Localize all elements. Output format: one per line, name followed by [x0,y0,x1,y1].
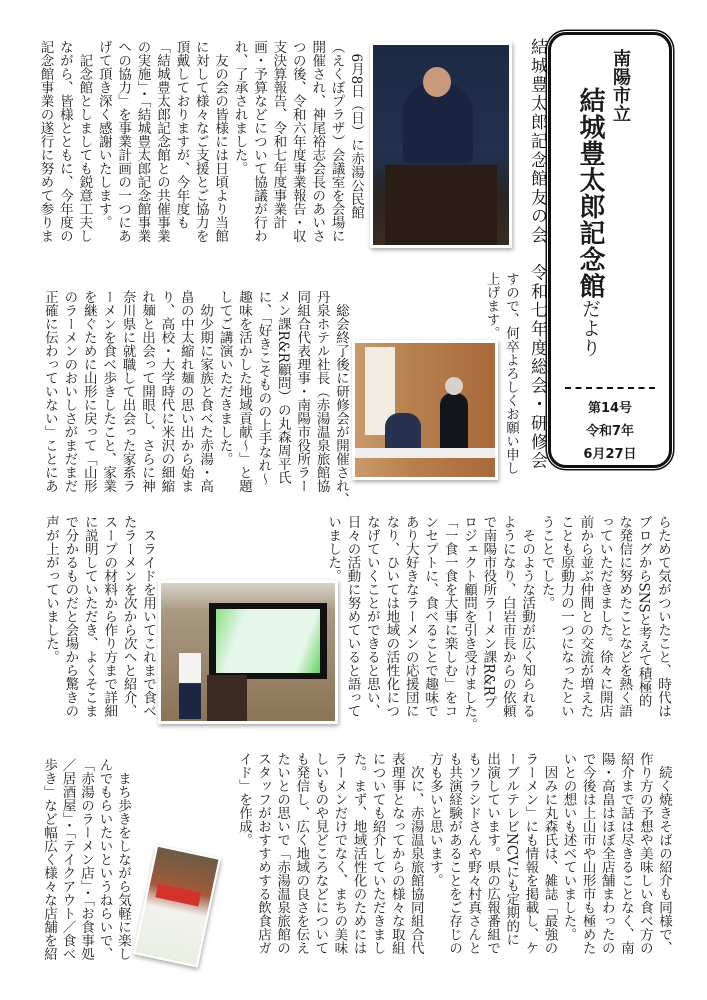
text-column: 頂戴しておりますが、今年度も [173,40,190,229]
article-text-block-b [481,272,520,475]
masthead-title [575,87,605,358]
text-column: （えくぼプラザ）会議室を会場に [328,40,345,243]
text-column: っていただきました。徐々に開店 [596,515,613,718]
text-column: ーブルテレビNCVにも定期的に [503,752,520,946]
text-column: れ、了承されました。 [231,40,248,175]
text-column: 声が上がっていました。 [42,515,59,664]
text-column: 友の会の皆様には日頃より当館 [212,40,229,243]
article-text-block-f [234,752,673,955]
text-column: 6月8日（日）に赤湯公民館 [348,40,364,220]
text-column: に、「好きこそものの上手なれ～ [255,290,272,486]
text-column: ／居酒屋」・「テイクアウト／食べ [59,758,76,961]
masthead-suffix: だより [579,299,601,358]
text-column: 幼少期に家族と食べた赤湯・高 [197,290,214,493]
text-column: の実施」・「結城豊太郎記念館事業 [134,40,151,243]
text-column: 記念館事業の遂行に努めて参りま [37,40,54,243]
text-column: 「一食一食を大事に楽しむ」をコ [441,515,458,718]
masthead-box [548,32,672,468]
text-column: ラーメンだけでなく、まちの美味 [331,752,348,955]
text-column: スライドを用いてこれまで食べ [140,515,156,718]
text-column: で今後は上山市や山形市も極めた [579,752,596,955]
text-column: 開催され、神尾裕志会長のあいさ [309,40,326,243]
text-column: 表理事となってからの様々な取組 [388,752,405,955]
text-column: 日々の活動に努めていると語って [344,515,361,718]
text-column: 支決算報告、令和七年度事業計 [270,40,287,229]
article-text-block-e [41,515,157,718]
text-column: 丹泉ホテル社長（赤湯温泉旅館協 [313,290,330,493]
photo-restaurant-guide-booklet [133,844,221,967]
text-column: イド」を作成。 [235,752,252,847]
issue-year: 令和7年 [585,424,635,439]
text-column: 陽・高畠はほぼ全店舗まわったの [598,752,615,955]
text-column: ーメンを食べ歩きしたこと、家業 [100,290,117,493]
text-column: 出演しています。県の広報番組で [484,752,501,955]
text-column: ブログからSNSと考えて積極的 [635,515,652,708]
text-column: も発信し、広く地域の良さを伝え [293,752,310,955]
text-column: ようになり、白岩市長からの依頼 [499,515,516,718]
photo-lecture-slide [158,580,338,724]
photo-chairman-speech [370,42,512,248]
article-text-block-a [35,40,365,243]
issue-date: 6月27日 [583,447,637,462]
text-column: 前から並ぶ仲間との交流が増えた [577,515,594,718]
issue-number: 第14号 [587,401,633,416]
text-column: しいものや見どころなどについて [312,752,329,955]
text-column: な発信に努めたことなどを熱く語 [616,515,633,718]
text-column: に説明していただき、よくそこま [81,515,98,718]
text-column: ロジェクト顧問を引き受けました。 [460,515,477,731]
text-column: いとの想いも述べていました。 [560,752,577,941]
text-column: 歩き」など幅広く様々な店舗を紹 [41,758,57,961]
text-column: んでもらいたいというねらいで、 [96,758,113,961]
text-column: もソラシドさんや野々村真さんと [465,752,482,955]
text-column: スープの材料から作り方まで詳細 [101,515,118,718]
text-column: 同組合代表理事・南陽市役所ラー [294,290,311,493]
text-column: なげていくことができると思い、 [363,515,380,718]
text-column: 因みに丸森氏は、雑誌「最強の [541,752,558,955]
text-column: 上げます。 [483,272,500,340]
text-column: まち歩きをしながら気軽に楽し [115,758,131,961]
text-column: 「赤湯のラーメン店」・「お食事処 [78,758,94,961]
text-column: 「結城豊太郎記念館との共催事業 [153,40,170,243]
photo-general-meeting [352,340,498,480]
text-column: への協力」を事業計画の一つにあ [115,40,132,243]
text-column: 奈川県に就職して出会った家系ラ [119,290,136,493]
text-column: で分かるものだと会場から驚きの [62,515,79,718]
text-column: うことでした。 [538,515,555,610]
text-column: たいとの思いで「赤湯温泉旅館の [274,752,291,955]
text-column: 畠の中太縮れ麺の思い出から始ま [177,290,194,493]
text-column: ことも原動力の一つになったとい [557,515,574,718]
text-column: も共演経験があることをご存じの [445,752,462,955]
masthead-name: 結城豊太郎記念館 [575,87,605,299]
text-column: ながら、皆様とともに、今年度の [56,40,73,243]
text-column: すので、何卒よろしくお願い申し [503,272,519,475]
text-column: なり、ひいては地域の活性化につ [383,515,400,718]
text-column: のラーメンのおいしさがまだまだ [61,290,78,493]
text-column: 次に、赤湯温泉旅館協同組合代 [407,752,424,955]
text-column: 方も多いと思います。 [426,752,443,887]
text-column: たラーメンを次から次へと紹介、 [120,515,137,718]
text-column: た。まず、地域活性化のためには [350,752,367,955]
article-text-block-g [40,758,133,961]
text-column: り、高校・大学時代に米沢の細縮 [158,290,175,493]
article-text-block-d [323,515,672,731]
text-column: してご講演いただきました。 [216,290,233,466]
text-column: 画・予算などについて協議が行わ [250,40,267,243]
text-column: そのような活動が広く知られる [519,515,536,718]
text-column: 作り方の予想や美味しい食べ方の [636,752,653,955]
text-column: 記念館としましても鋭意工夫し [76,40,93,243]
text-column: げて頂き深く感謝いたします。 [95,40,112,229]
text-column: つの後、令和六年度事業報告・収 [289,40,306,243]
text-column: に対して様々なご支援とご協力を [192,40,209,243]
text-column: らためて気がついたこと、時代は [655,515,671,718]
text-column: 続く焼きそばの紹介も同様で、 [656,752,672,955]
text-column: メン課R&R顧問）の丸森周平氏 [274,290,291,485]
text-column: についても紹介していただきまし [369,752,386,955]
text-column: を継ぐために山形に戻って「山形 [80,290,97,493]
text-column: ンセプトに、食べることで趣味で [422,515,439,718]
article-heading: 結城豊太郎記念館友の会 令和七年度総会・研修会 [527,38,547,471]
text-column: いました。 [325,515,342,583]
text-column: れ麺と出会って開眼し、さらに神 [138,290,155,493]
text-column: 紹介まで話は尽きることなく、南 [617,752,634,955]
text-column: あり大好きなラーメンの応援団に [402,515,419,718]
text-column: ラーメン」にも情報を掲載し、ケ [522,752,539,955]
article-text-block-c [40,290,351,506]
text-column: スタッフがおすすめする飲食店ガ [255,752,272,955]
masthead-divider [565,387,655,389]
text-column: 正確に伝わっていない」ことにあ [41,290,58,493]
text-column: で南陽市役所ラーメン課R&Rプ [480,515,497,710]
text-column: 総会終了後に研修会が開催され、 [333,290,349,506]
masthead-city: 南陽市立 [610,49,631,123]
text-column: 趣味を活かした地域貢献～」と題 [235,290,252,493]
